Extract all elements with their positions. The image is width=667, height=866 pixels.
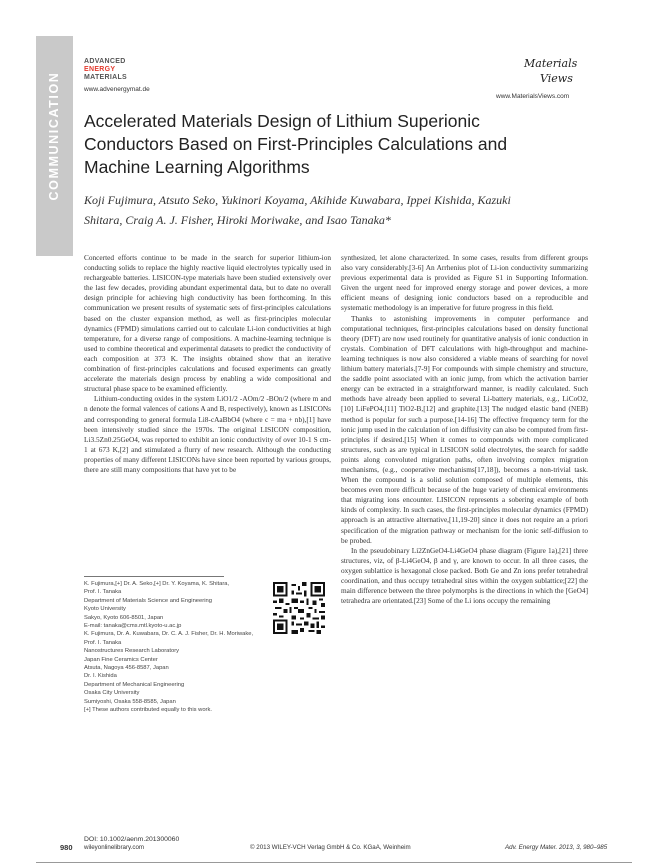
footer-citation: Adv. Energy Mater. 2013, 3, 980–985: [505, 844, 608, 851]
body-paragraph: Lithium-conducting oxides in the system LiO1/2 -AOm/2 -BOn/2 (where m and n denote the formal valences of cations A and B, respectively), known as LISICONs and corresponding to general formula Li8-cAaBbO4 (where c = ma + nb),[1] have been intensively studied since the 1970s. The original LISICON composition, Li3.5Zn0.25GeO4, was reported to exhibit an ionic conductivity of over 10-1 S cm-1 at 673 K,[2] and stimulated a flurry of new research. Although the conducting properties of many different LISICONs have since been reported by various groups, there are still many compositions that have yet to be: [84, 394, 331, 474]
affiliations: [84, 580, 264, 715]
affiliation-line: Kyoto University: [84, 606, 126, 613]
partner-url[interactable]: www.MaterialsViews.com: [496, 93, 570, 100]
journal-logo-line-1: ADVANCED: [84, 58, 126, 65]
footer-copyright: © 2013 WILEY-VCH Verlag GmbH & Co. KGaA, Weinheim: [250, 844, 411, 851]
body-paragraph: In the pseudobinary Li2ZnGeO4-Li4GeO4 phase diagram (Figure 1a),[21] three structures, viz, of β-Li4GeO4, β and γ, are known to occur. In all three cases, the oxygen sublattice is hexagonal close packed. Both Ge and Zn ions prefer tetrahedral coordination, and thus occupy tetrahedral sites within the oxygen sublattice;[22] the main difference between the three polymorphs is the directions in which the [GeO4] tetrahedra are orientated.[23] Some of the Li ions occupy the remaining: [341, 545, 588, 606]
article-title: Accelerated Materials Design of Lithium Superionic Conductors Based on First-Principles Calculations and Machine Learning Algorithms: [84, 111, 508, 177]
affiliation-line: K. Fujimura, Dr. A. Kuwabara, Dr. C. A. J. Fisher, Dr. H. Moriwake,: [84, 631, 254, 638]
affiliation-divider: [84, 576, 224, 577]
section-label: COMMUNICATION: [47, 71, 61, 201]
affiliation-line: Department of Mechanical Engineering: [84, 681, 185, 688]
affiliation-line: Osaka City University: [84, 690, 140, 697]
affiliation-line: K. Fujimura,[+] Dr. A. Seko,[+] Dr. Y. Koyama, K. Shitara,: [84, 581, 230, 587]
journal-logo: [84, 58, 127, 82]
affiliation-line: Nanostructures Research Laboratory: [84, 648, 180, 655]
footer-divider: [36, 862, 632, 863]
body-column-right: [341, 253, 588, 606]
journal-url[interactable]: www.advenergymat.de: [84, 86, 150, 93]
article-authors: Koji Fujimura, Atsuto Seko, Yukinori Koyama, Akihide Kuwabara, Ippei Kishida, Kazuki Shitara, Craig A. J. Fisher, Hiroki Moriwake, and Isao Tanaka*: [84, 193, 511, 227]
affiliation-line: Dr. I. Kishida: [84, 673, 117, 680]
affiliation-note: [+] These authors contributed equally to this work.: [84, 707, 212, 714]
affiliation-line: Sumiyoshi, Osaka 558-8585, Japan: [84, 698, 176, 705]
svg-text:Materials: Materials: [524, 57, 578, 70]
svg-text:Views: Views: [540, 72, 573, 85]
page-number: 980: [60, 843, 73, 852]
affiliation-email[interactable]: E-mail: tanaka@cms.mtl.kyoto-u.ac.jp: [84, 623, 182, 630]
body-column-left: [84, 253, 331, 475]
body-paragraph: synthesized, let alone characterized. In some cases, results from different groups also vary considerably.[3-6] An Arrhenius plot of Li-ion conductivity summarizing previous experimental data is provided as Figure S1 in Supporting Information. Given the urgent need for improved energy storage and power devices, a more efficient means of designing ionic conductors based on a reproducible and systematic methodology is an imperative for future progress in this field.: [341, 253, 588, 313]
affiliation-line: Prof. I. Tanaka: [84, 589, 122, 596]
affiliation-line: Atsuta, Nagoya 456-8587, Japan: [84, 665, 169, 672]
article-doi[interactable]: DOI: 10.1002/aenm.201300060: [84, 836, 180, 843]
affiliation-line: Prof. I. Tanaka: [84, 639, 122, 646]
body-paragraph: Thanks to astonishing improvements in computer performance and computational techniques, first-principles calculations based on density functional theory (DFT) are now used routinely for quantitative analysis of ionic conduction in crystals. Combination of DFT calculations with high-throughput and machine-learning techniques is now also considered a viable means of searching for novel lithium battery materials.[7-9] For compounds with simple chemistry and structure, the saddle point associated with an ionic jump, from which the activation barrier energy can be extracted in a straightforward manner, is readily calculated. Such methods have already been applied to several Li-battery materials, e.g., LiCoO2,[10] LiFePO4,[11] TiO2-B,[12] and graphite.[13] The nudged elastic band (NEB) method is popular for such a purpose.[14-16] The effective frequency term for the ionic jump used in the calculation of ion diffusivity can also be computed from first-principles if desired.[15] When it comes to compounds with more complicated structures, such as are typical in LISICON solid electrolytes, the search for saddle points along convoluted migration paths, often involving complex migration mechanisms, (e.g., cooperative mechanisms[17,18]), becomes a non-trivial task. When the compound is a solid solution composed of multiple elements, this becomes even more difficult because of the huge variety of chemical environments that migrating ions encounter. LISICON represents a sobering example of both kinds of complexity. In such cases, the first-principles molecular dynamics (FPMD) approach is an attractive alternative,[11,19-20] since it does not require an a priori specification of the migration pathway or mechanism for the ionic self-diffusion to be probed.: [341, 313, 588, 545]
journal-logo-line-3: MATERIALS: [84, 74, 128, 81]
body-paragraph: Concerted efforts continue to be made in the search for superior lithium-ion conducting solids to replace the highly reactive liquid electrolytes typically used in rechargeable batteries. LISICON-type materials have been studied extensively over the last few decades, providing abundant experimental data, but to date no overall design principle for achieving high conductivity has been forthcoming. In this communication we present results of systematic sets of first-principles calculations based on the cluster expansion method, as well as first-principles molecular dynamics (FPMD) simulations carried out to calculate Li-ion conductivities at high temperature, for a diverse range of compositions. A machine-learning technique is used to combine theoretical and experimental datasets to predict the conductivity of each composition at 373 K. The insights obtained show that an iterative combination of first-principles calculations and focused experiments can greatly accelerate the materials design process by enabling a wide compositional and structural phase space to be examined efficiently.: [84, 253, 331, 394]
materials-views-logo: [520, 54, 580, 88]
affiliation-line: Sakyo, Kyoto 606-8501, Japan: [84, 614, 164, 621]
affiliation-line: Department of Materials Science and Engineering: [84, 597, 212, 604]
journal-logo-line-2: ENERGY: [84, 66, 116, 73]
affiliation-line: Japan Fine Ceramics Center: [84, 656, 158, 663]
qr-code[interactable]: [273, 582, 325, 634]
footer-site-link[interactable]: wileyonlinelibrary.com: [84, 844, 145, 851]
